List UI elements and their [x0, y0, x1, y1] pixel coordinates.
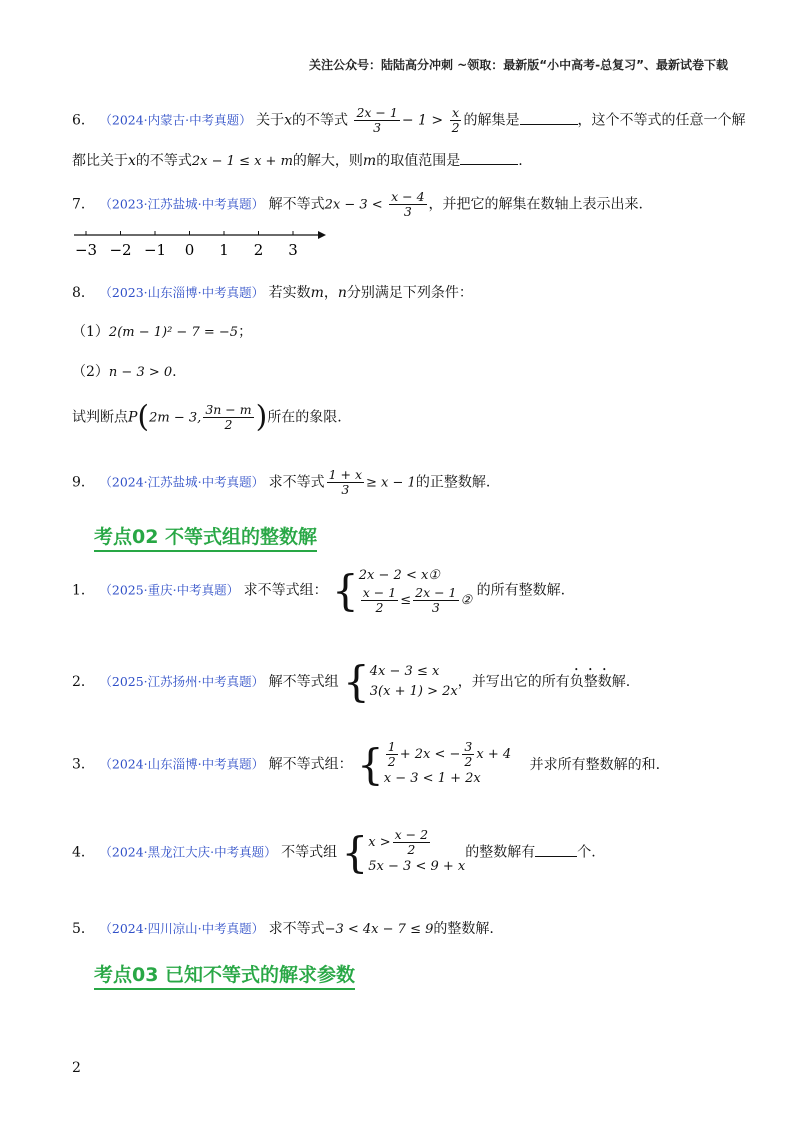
- math: − 1 >: [401, 112, 444, 129]
- frac-den: 2: [387, 754, 396, 769]
- frac-den: 3: [373, 120, 382, 135]
- question-source: （2023·山东淄博·中考真题）: [99, 285, 265, 300]
- number-line-tick-label: 2: [253, 241, 264, 259]
- question-8: [72, 283, 473, 303]
- s2-question-2: [72, 657, 631, 706]
- frac-num: 3n − m: [205, 402, 252, 417]
- inequality-system: [332, 566, 472, 615]
- system-line: [359, 586, 472, 615]
- question-number: 9．: [72, 474, 95, 491]
- question-6-line2: [72, 150, 523, 172]
- frac-den: 3: [403, 204, 412, 219]
- point-label: P: [128, 409, 138, 426]
- inequality-system: [357, 740, 511, 789]
- question-9: [72, 468, 490, 497]
- fraction: [354, 106, 399, 135]
- frac-den: 2: [451, 120, 460, 135]
- math: 2x − 3 <: [324, 197, 383, 213]
- math: −3 < 4x − 7 ≤ 9: [324, 922, 434, 937]
- brace: {: [332, 565, 359, 615]
- answer-blank[interactable]: [460, 150, 518, 165]
- text: 的不等式: [135, 153, 192, 169]
- text: 分别满足下列条件：: [346, 285, 473, 301]
- math: x >: [368, 835, 391, 850]
- question-number: 5．: [72, 921, 95, 937]
- s2-question-1: [72, 566, 565, 615]
- inequality-system: [342, 828, 466, 877]
- text: 的取值范围是: [376, 153, 461, 169]
- text: 求不等式组：: [243, 582, 328, 599]
- text: 解不等式组：: [268, 756, 353, 773]
- brace: {: [343, 657, 370, 706]
- system-lines: [359, 566, 472, 615]
- math: ≥ x − 1: [366, 475, 416, 491]
- text: 的整数解有: [465, 844, 536, 861]
- system-lines: [370, 662, 458, 702]
- text: .: [172, 364, 177, 380]
- text: .: [518, 153, 523, 169]
- question-source: （2024·江苏盐城·中考真题）: [99, 474, 265, 490]
- section-heading: 考点03 已知不等式的解求参数: [94, 960, 355, 990]
- system-lines: [384, 740, 511, 789]
- fraction: [203, 403, 253, 432]
- text: 的整数解.: [433, 921, 494, 937]
- system-line: 3(x + 1) > 2x: [369, 684, 458, 699]
- number-line-tick-label: 1: [219, 241, 229, 259]
- paren: ): [255, 399, 268, 435]
- arrow-right-icon: [318, 231, 326, 239]
- frac-den: 2: [464, 754, 473, 769]
- fraction: [361, 586, 398, 615]
- question-source: （2024·黑龙江大庆·中考真题）: [99, 844, 277, 860]
- s2-question-5: [72, 919, 494, 940]
- math: + 2x < −: [399, 747, 461, 762]
- s2-question-3: [72, 740, 660, 789]
- frac-num: x − 2: [394, 827, 429, 842]
- text: 的正整数解.: [415, 474, 491, 491]
- s2-question-4: [72, 828, 596, 877]
- math: x + 4: [476, 747, 512, 762]
- page-header: 关注公众号：陆陆高分冲刺 ~领取：最新版“小中高考-总复习”、最新试卷下载: [309, 58, 728, 72]
- math: ≤: [400, 593, 412, 608]
- text: ，: [323, 285, 338, 301]
- system-line: 5x − 3 < 9 + x: [368, 859, 466, 874]
- text: 解不等式: [268, 196, 325, 213]
- number-line-tick-label: −1: [143, 241, 167, 259]
- system-line: 4x − 3 ≤ x: [369, 664, 440, 679]
- emphasized-text: 负整数: [569, 674, 612, 690]
- text: 的解大，则: [292, 153, 363, 169]
- condition-2: [72, 362, 177, 383]
- question-source: （2023·江苏盐城·中考真题）: [99, 196, 265, 212]
- math: 2m − 3,: [149, 410, 202, 426]
- question-number: 4．: [72, 844, 95, 861]
- math: n − 3 > 0: [108, 365, 173, 380]
- question-number: 3．: [72, 756, 95, 773]
- text: 关于: [256, 112, 285, 129]
- math: ②: [460, 593, 473, 608]
- var-m: m: [310, 285, 324, 301]
- question-6: [72, 106, 746, 135]
- fraction: [450, 106, 462, 135]
- text: ；: [238, 324, 253, 340]
- text: 不等式组: [281, 844, 338, 861]
- text: 个.: [577, 844, 596, 861]
- frac-num: 1 + x: [328, 467, 363, 482]
- question-source: （2024·内蒙古·中考真题）: [99, 112, 252, 128]
- section-heading: 考点02 不等式组的整数解: [94, 522, 317, 552]
- number-line: [72, 226, 332, 260]
- question-7: [72, 190, 643, 219]
- text: 所在的象限.: [267, 409, 342, 426]
- frac-num: x: [452, 105, 460, 120]
- system-lines: [368, 828, 465, 877]
- number-line-tick-label: 0: [184, 241, 195, 259]
- fraction: [327, 468, 364, 497]
- number-line-tick-label: 3: [288, 241, 298, 259]
- text: 解不等式组: [268, 674, 339, 690]
- condition-1: [72, 322, 252, 343]
- system-line: x − 3 < 1 + 2x: [383, 771, 481, 786]
- text: 的解集是: [463, 112, 520, 129]
- answer-blank[interactable]: [520, 110, 578, 125]
- frac-den: 3: [431, 600, 440, 615]
- var-m: m: [362, 153, 377, 169]
- fraction: [462, 740, 474, 769]
- fraction: [389, 190, 426, 219]
- question-number: 6．: [72, 112, 95, 129]
- text: 求不等式: [268, 921, 325, 937]
- var-x: x: [284, 112, 292, 129]
- frac-num: 2x − 1: [356, 105, 398, 120]
- text: 试判断点: [72, 409, 128, 426]
- question-number: 1．: [72, 582, 95, 599]
- brace: {: [357, 739, 384, 789]
- answer-blank[interactable]: [535, 842, 577, 857]
- inequality-system: [343, 657, 458, 706]
- var-n: n: [337, 285, 347, 301]
- text: 的不等式: [292, 112, 348, 129]
- text: ，并写出它的所有: [457, 674, 570, 690]
- question-source: （2025·江苏扬州·中考真题）: [99, 674, 265, 689]
- text: （1）: [72, 324, 109, 340]
- page-number: 2: [72, 1060, 81, 1076]
- frac-den: 2: [375, 600, 384, 615]
- text: ，并把它的解集在数轴上表示出来.: [428, 196, 643, 213]
- question-number: 7．: [72, 196, 95, 213]
- frac-num: 2x − 1: [415, 585, 457, 600]
- paren: (: [137, 399, 150, 435]
- judge-point: [72, 399, 342, 435]
- question-source: （2024·山东淄博·中考真题）: [99, 756, 265, 772]
- question-number: 2．: [72, 674, 95, 690]
- number-line-tick-label: −2: [109, 241, 132, 259]
- system-line: 2x − 2 < x①: [358, 568, 440, 583]
- text: 的所有整数解.: [476, 582, 566, 599]
- frac-den: 2: [224, 417, 233, 432]
- frac-den: 3: [341, 482, 350, 497]
- question-source: （2025·重庆·中考真题）: [99, 582, 240, 598]
- var-x: x: [128, 153, 136, 169]
- fraction: [413, 586, 458, 615]
- frac-num: x − 1: [362, 585, 397, 600]
- fraction: [386, 740, 398, 769]
- text: 都比关于: [72, 153, 128, 169]
- system-line: [384, 740, 511, 769]
- frac-num: x − 4: [391, 189, 425, 204]
- number-line-tick-label: −3: [74, 241, 98, 259]
- question-source: （2024·四川凉山·中考真题）: [99, 921, 265, 936]
- text: 并求所有整数解的和.: [529, 756, 661, 773]
- question-number: 8．: [72, 285, 95, 301]
- text: 求不等式: [268, 474, 325, 491]
- math: 2x − 1 ≤ x + m: [191, 154, 293, 169]
- fraction: [393, 828, 430, 857]
- frac-num: 3: [464, 739, 473, 754]
- brace: {: [341, 827, 369, 877]
- text: 解.: [611, 674, 631, 690]
- math: 2(m − 1)² − 7 = −5: [108, 325, 239, 340]
- system-line: [368, 828, 465, 857]
- text: ，这个不等式的任意一个解: [577, 112, 746, 129]
- text: 若实数: [268, 285, 311, 301]
- text: （2）: [72, 364, 109, 380]
- frac-den: 2: [407, 842, 416, 857]
- frac-num: 1: [387, 739, 396, 754]
